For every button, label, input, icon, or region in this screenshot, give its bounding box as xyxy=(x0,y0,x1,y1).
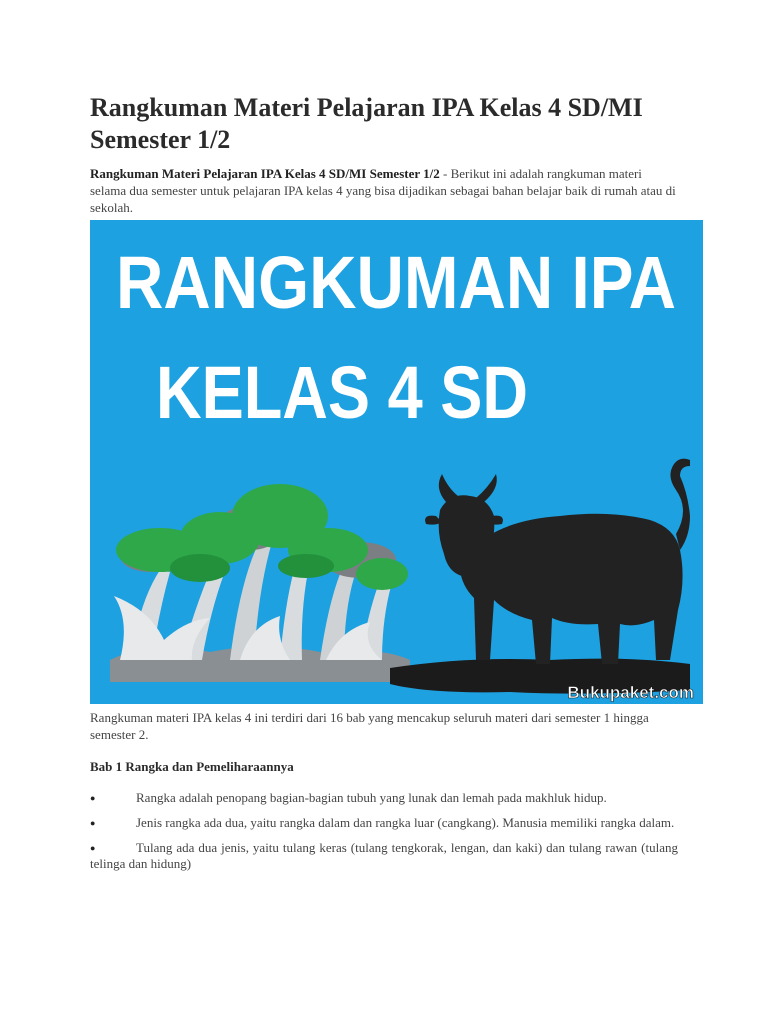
list-item xyxy=(90,790,678,806)
bullet-icon: ● xyxy=(90,793,96,803)
chapter-heading: Bab 1 Rangka dan Pemeliharaannya xyxy=(90,759,294,774)
bullet-list xyxy=(90,790,678,881)
hero-line-2: KELAS 4 SD xyxy=(156,351,528,434)
list-item xyxy=(90,840,678,872)
list-item-text: Jenis rangka ada dua, yaitu rangka dalam dan rangka luar (cangkang). Manusia memiliki rangka dalam. xyxy=(136,815,675,830)
list-item-text: Rangka adalah penopang bagian-bagian tubuh yang lunak dan lemah pada makhluk hidup. xyxy=(136,790,607,805)
intro-text: - Berikut ini adalah rangkuman materi selama dua semester untuk pelajaran IPA kelas 4 yang bisa dijadikan sebagai bahan belajar baik di rumah atau di sekolah. xyxy=(90,166,676,215)
hero-image xyxy=(90,220,703,704)
list-item-text: Tulang ada dua jenis, yaitu tulang keras (tulang tengkorak, lengan, dan kaki) dan tulang rawan (tulang telinga dan hidung) xyxy=(90,840,678,871)
hero-illustration xyxy=(90,220,703,704)
image-caption: Rangkuman materi IPA kelas 4 ini terdiri dari 16 bab yang mencakup seluruh materi dari semester 1 hingga semester 2. xyxy=(90,710,649,742)
intro-bold-title: Rangkuman Materi Pelajaran IPA Kelas 4 SD/MI Semester 1/2 xyxy=(90,166,440,181)
watermark-text: Bukupaket.com xyxy=(567,683,694,702)
article-title: Rangkuman Materi Pelajaran IPA Kelas 4 SD/MI Semester 1/2 xyxy=(90,93,643,154)
intro-paragraph xyxy=(90,165,680,216)
list-item xyxy=(90,815,678,831)
hero-line-1: RANGKUMAN IPA xyxy=(116,241,676,324)
bullet-icon: ● xyxy=(90,843,96,853)
bullet-icon: ● xyxy=(90,818,96,828)
